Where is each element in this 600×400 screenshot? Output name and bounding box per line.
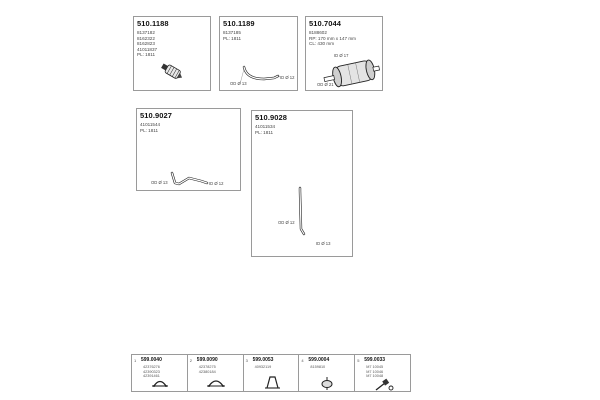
reference-line: 8137182 [137, 30, 155, 35]
reference-line: PL: 1811 [255, 129, 274, 135]
diameter-label: ID Ø 12 [209, 181, 224, 186]
accessory-index: 4 [301, 358, 304, 363]
reference-line: RP: 170 mm x 147 mm [309, 35, 356, 41]
accessory-number: 599.0004 [308, 357, 330, 363]
reference-line: M7 10046 [366, 369, 384, 374]
accessory-index: 5 [357, 358, 360, 363]
reference-line: PL: 1811 [137, 52, 156, 58]
clamp-icon [188, 355, 244, 393]
reference-line: PL: 1811 [140, 127, 159, 133]
part-card-510-9028[interactable] [251, 110, 353, 257]
reference-line: CL: 430 mm [309, 41, 335, 47]
reference-line: PL: 1811 [223, 35, 242, 41]
reference-line: 42376276 [143, 365, 160, 369]
diameter-label: OD Ø 13 [230, 81, 247, 86]
accessory-number: 599.0033 [364, 357, 386, 363]
bolt-kit-icon [355, 355, 411, 393]
reference-line: 42380184 [198, 369, 216, 374]
accessory-cell-599-0004[interactable] [299, 355, 355, 391]
reference-line: 8188602 [309, 30, 327, 35]
accessory-index: 2 [189, 358, 193, 363]
reference-line: M7 10045 [366, 365, 384, 369]
exhaust-tailpipe-drawing [252, 111, 354, 258]
accessories-strip [131, 354, 411, 392]
part-number: 510.1188 [137, 19, 169, 28]
part-number: 510.9028 [255, 113, 288, 122]
screw-clip-drawing [134, 17, 212, 92]
reference-line: 41011544 [140, 122, 161, 127]
accessory-number: 599.0053 [252, 357, 274, 363]
reference-line: 8162823 [137, 41, 155, 47]
part-number: 510.9027 [140, 111, 173, 120]
part-card-510-9027[interactable] [136, 108, 241, 191]
diameter-label: OD Ø 12 [278, 220, 295, 225]
accessory-cell-599-0040[interactable] [132, 355, 188, 391]
diameter-label: ID Ø 13 [316, 241, 331, 246]
reference-line: 41011837 [137, 46, 158, 52]
diameter-label: OD Ø 21 [317, 82, 334, 87]
accessory-index: 3 [245, 358, 248, 363]
rubber-hanger-icon [299, 355, 355, 393]
diameter-label: ID Ø 17 [334, 53, 349, 58]
accessory-number: 599.0090 [196, 357, 218, 363]
part-number: 510.1189 [223, 19, 255, 28]
reference-line: 40932119 [254, 365, 272, 369]
reference-line: 42391461 [143, 374, 160, 379]
part-card-510-1189[interactable] [219, 16, 298, 91]
reference-line: 8137185 [223, 30, 241, 35]
part-number: 510.7044 [309, 19, 342, 28]
reference-line: 42390323 [143, 369, 160, 374]
accessory-index: 1 [134, 358, 137, 363]
accessory-number: 599.0040 [141, 357, 162, 363]
diameter-label: OD Ø 13 [151, 180, 168, 185]
reference-line: 41011534 [255, 124, 276, 129]
reference-line: 8159810 [310, 365, 326, 369]
reference-line: 42378275 [198, 365, 216, 369]
part-card-510-7044[interactable] [305, 16, 383, 91]
accessory-cell-599-0053[interactable] [244, 355, 300, 391]
bracket-icon [244, 355, 300, 393]
diameter-label: ID Ø 12 [280, 75, 295, 80]
accessory-cell-599-0090[interactable] [188, 355, 244, 391]
part-card-510-1188[interactable] [133, 16, 211, 91]
reference-line: M7 10048 [366, 374, 384, 379]
clamp-icon [132, 355, 188, 393]
accessory-cell-599-0033[interactable] [355, 355, 410, 391]
reference-line: 8162322 [137, 35, 155, 41]
